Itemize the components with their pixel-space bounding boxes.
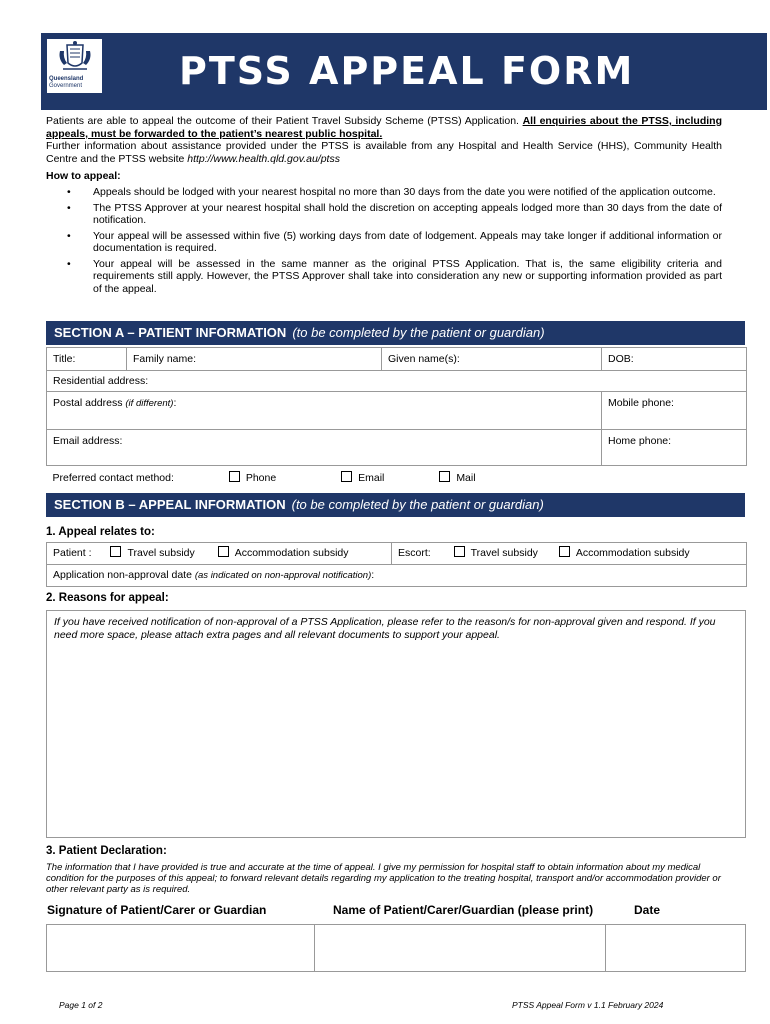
list-item-text: Your appeal will be assessed within five (5) working days from date of lodgement. Appeals may take longer if additional information or documentation is required. xyxy=(93,229,722,255)
postal-address-colon: : xyxy=(173,397,177,409)
email-address-field[interactable] xyxy=(47,430,602,466)
mail-option[interactable] xyxy=(439,472,475,484)
reasons-instructions: If you have received notification of non-approval of a PTSS Application, please refer to the reason/s for non-approval given and respond. If you need more space, please attach extra pages and all relevant documents to support your appeal. xyxy=(54,616,716,641)
intro-text xyxy=(46,115,722,165)
logo-text-line-2: Government xyxy=(49,82,83,89)
escort-travel-label: Travel subsidy xyxy=(470,547,538,559)
family-name-field[interactable] xyxy=(127,348,382,371)
given-names-label: Given name(s): xyxy=(388,353,460,365)
dob-label: DOB: xyxy=(608,353,634,365)
patient-travel-option[interactable] xyxy=(110,547,194,559)
list-item xyxy=(46,186,722,198)
section-a-title: SECTION A – PATIENT INFORMATION xyxy=(54,325,287,340)
list-item-text: Your appeal will be assessed in the same manner as the original PTSS Application. That is, the same eligibility criteria and requirements still apply. However, the PTSS Approver shall take into consideration any new or supporting information provided as part of the appeal. xyxy=(93,257,722,295)
phone-checkbox[interactable] xyxy=(229,471,240,482)
mobile-phone-field[interactable] xyxy=(602,392,747,430)
intro-p1-text: Patients are able to appeal the outcome of their Patient Travel Subsidy Scheme (PTSS) Application. xyxy=(46,115,523,127)
date-field[interactable] xyxy=(606,925,746,972)
intro-p2-text: Further information about assistance provided under the PTSS is available from any Hospital and Health Service (HHS), Community Health Centre and the PTSS website xyxy=(46,140,722,165)
signature-table xyxy=(46,924,746,972)
escort-label: Escort: xyxy=(398,547,431,559)
family-name-label: Family name: xyxy=(133,353,197,365)
escort-accommodation-checkbox[interactable] xyxy=(559,546,570,557)
section-a-note: (to be completed by the patient or guardian) xyxy=(292,325,545,340)
given-names-field[interactable] xyxy=(382,348,602,371)
page-number: Page 1 of 2 xyxy=(59,1000,103,1010)
logo-wordmark xyxy=(49,76,100,89)
logo-text-line-1: Queensland xyxy=(49,76,84,82)
table-row xyxy=(47,430,747,466)
mail-option-label: Mail xyxy=(456,472,476,484)
escort-travel-checkbox[interactable] xyxy=(454,546,465,557)
mobile-phone-label: Mobile phone: xyxy=(608,397,674,409)
escort-accommodation-option[interactable] xyxy=(559,547,690,559)
reasons-for-appeal-textarea[interactable] xyxy=(46,610,746,838)
home-phone-field[interactable] xyxy=(602,430,747,466)
non-approval-date-label: Application non-approval date xyxy=(53,569,192,581)
appeal-relates-heading: 1. Appeal relates to: xyxy=(46,526,155,538)
title-field[interactable] xyxy=(47,348,127,371)
residential-address-field[interactable] xyxy=(47,371,747,392)
signature-field[interactable] xyxy=(47,925,315,972)
appeal-relates-table xyxy=(46,542,747,587)
table-row xyxy=(47,543,747,565)
page-title: PTSS APPEAL FORM xyxy=(179,49,635,93)
non-approval-date-colon: : xyxy=(371,569,375,581)
table-row xyxy=(47,348,747,371)
patient-declaration-heading: 3. Patient Declaration: xyxy=(46,845,167,857)
list-item xyxy=(46,202,722,227)
escort-travel-option[interactable] xyxy=(454,547,538,559)
patient-travel-label: Travel subsidy xyxy=(127,547,195,559)
table-row xyxy=(47,392,747,430)
preferred-contact-label: Preferred contact method: xyxy=(52,472,174,484)
reasons-for-appeal-heading: 2. Reasons for appeal: xyxy=(46,592,169,604)
table-row xyxy=(47,371,747,392)
section-b-title: SECTION B – APPEAL INFORMATION xyxy=(54,497,286,512)
appeal-instructions-list xyxy=(46,186,722,298)
declaration-text: The information that I have provided is true and accurate at the time of appeal. I give my permission for hospital staff to obtain information about my medical condition for the purposes of this appeal; to forward relevant details regarding my application to the treating hospital, transport and/or accommodation provider or other relevant party as is required. xyxy=(46,862,721,895)
table-row xyxy=(47,466,747,491)
intro-paragraph-2 xyxy=(46,140,722,165)
email-address-label: Email address: xyxy=(53,435,123,447)
patient-accommodation-checkbox[interactable] xyxy=(218,546,229,557)
signature-label: Signature of Patient/Carer or Guardian xyxy=(47,903,267,917)
phone-option-label: Phone xyxy=(245,472,277,484)
section-b-header xyxy=(46,493,745,517)
email-checkbox[interactable] xyxy=(341,471,352,482)
printed-name-field[interactable] xyxy=(315,925,606,972)
patient-travel-checkbox[interactable] xyxy=(110,546,121,557)
patient-subsidy-cell xyxy=(47,543,392,565)
form-version: PTSS Appeal Form v 1.1 February 2024 xyxy=(512,1000,664,1010)
name-label: Name of Patient/Carer/Guardian (please print) xyxy=(333,903,594,917)
bullet-icon: • xyxy=(67,229,71,242)
phone-option[interactable] xyxy=(229,472,276,484)
title-label: Title: xyxy=(53,353,76,365)
list-item-text: Appeals should be lodged with your nearest hospital no more than 30 days from the date you were notified of the application outcome. xyxy=(93,186,716,198)
date-label: Date xyxy=(634,903,661,917)
section-b-note: (to be completed by the patient or guardian) xyxy=(291,497,544,512)
patient-accommodation-label: Accommodation subsidy xyxy=(234,547,349,559)
how-to-appeal-heading: How to appeal: xyxy=(46,170,121,182)
preferred-contact-row xyxy=(47,466,747,491)
residential-address-label: Residential address: xyxy=(53,375,149,387)
bullet-icon: • xyxy=(67,201,71,214)
home-phone-label: Home phone: xyxy=(608,435,672,447)
bullet-icon: • xyxy=(67,186,71,198)
table-row xyxy=(47,565,747,587)
intro-paragraph-1 xyxy=(46,115,722,140)
non-approval-date-note: (as indicated on non-approval notification) xyxy=(194,570,372,581)
list-item-text: The PTSS Approver at your nearest hospital shall hold the discretion on accepting appeals lodged more than 30 days from the date of notification. xyxy=(93,201,722,227)
form-header-banner xyxy=(41,33,767,110)
mail-checkbox[interactable] xyxy=(439,471,450,482)
postal-address-label: Postal address xyxy=(53,397,123,409)
non-approval-date-field[interactable] xyxy=(47,565,747,587)
patient-label: Patient : xyxy=(53,547,92,559)
postal-address-note: (if different) xyxy=(125,398,174,409)
escort-subsidy-cell xyxy=(392,543,747,565)
escort-accommodation-label: Accommodation subsidy xyxy=(575,547,690,559)
intro-p1-emphasis: All enquiries about the PTSS, including appeals, must be forwarded to the patient’s nearest public hospital. xyxy=(46,115,723,140)
postal-address-field[interactable] xyxy=(47,392,602,430)
patient-accommodation-option[interactable] xyxy=(218,547,349,559)
bullet-icon: • xyxy=(67,257,71,270)
section-a-header xyxy=(46,321,745,345)
ptss-website-link[interactable]: http://www.health.qld.gov.au/ptss xyxy=(187,152,340,165)
email-option[interactable] xyxy=(341,472,384,484)
patient-information-table xyxy=(46,347,747,490)
list-item xyxy=(46,258,722,295)
dob-field[interactable] xyxy=(602,348,747,371)
list-item xyxy=(46,230,722,255)
coat-of-arms-icon xyxy=(55,41,95,75)
table-row xyxy=(47,925,746,972)
queensland-government-logo xyxy=(47,39,102,93)
email-option-label: Email xyxy=(358,472,385,484)
